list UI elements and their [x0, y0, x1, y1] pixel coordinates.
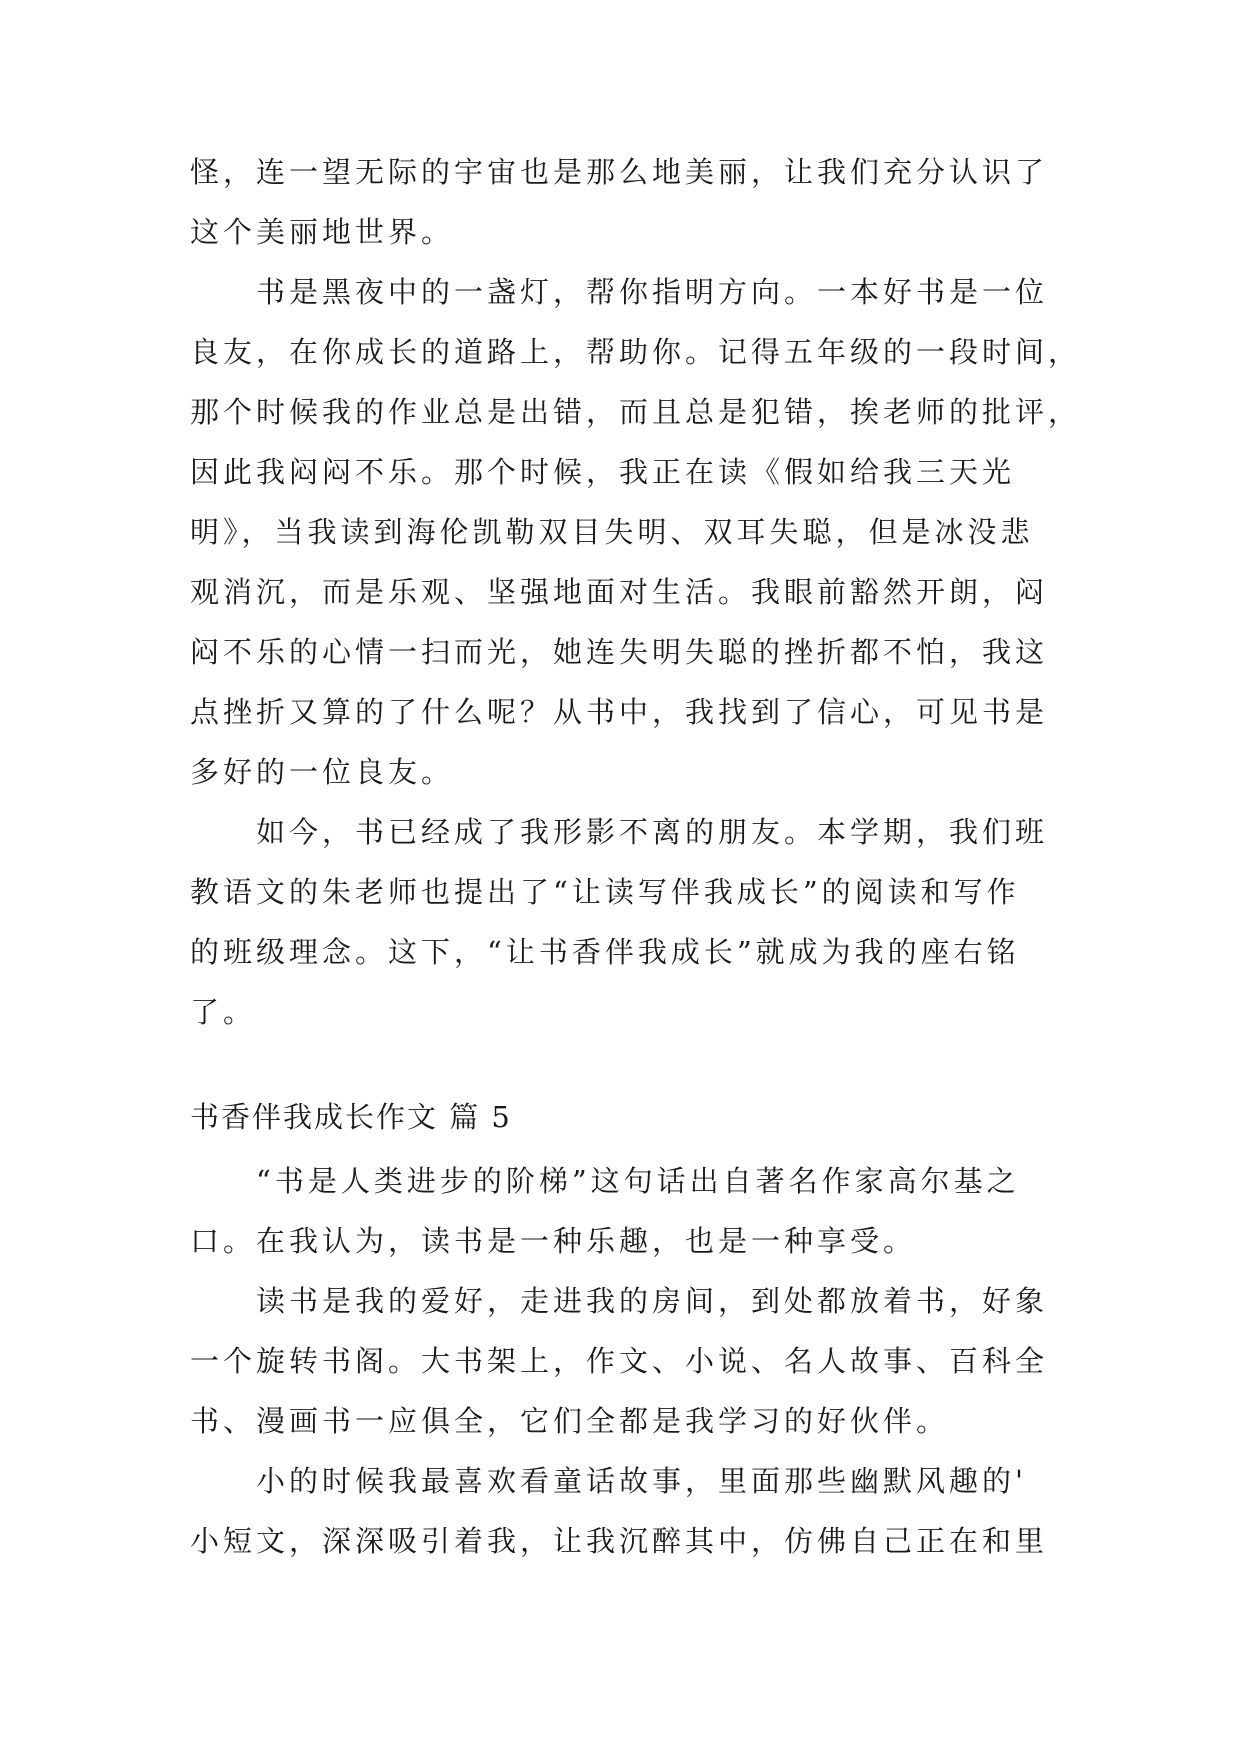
text-line: 书、漫画书一应俱全，它们全都是我学习的好伙伴。 — [190, 1404, 950, 1438]
text-line: 如今，书已经成了我形影不离的朋友。本学期，我们班 — [190, 815, 1049, 849]
text-line: 那个时候我的作业总是出错，而且总是犯错，挨老师的批评， — [190, 395, 1082, 429]
section-heading: 书香伴我成长作文 篇 5 — [190, 1100, 512, 1134]
text-line: 观消沉，而是乐观、坚强地面对生活。我眼前豁然开朗，闷 — [190, 575, 1049, 609]
text-line: 这个美丽地世界。 — [190, 215, 455, 249]
text-line: 因此我闷闷不乐。那个时候，我正在读《假如给我三天光 — [190, 455, 1016, 489]
text-line: 点挫折又算的了什么呢？从书中，我找到了信心，可见书是 — [190, 695, 1049, 729]
text-line: 小短文，深深吸引着我，让我沉醉其中，仿佛自己正在和里 — [190, 1524, 1049, 1558]
text-line: 良友，在你成长的道路上，帮助你。记得五年级的一段时间， — [190, 335, 1082, 369]
text-line: 小的时候我最喜欢看童话故事，里面那些幽默风趣的' — [190, 1464, 1027, 1498]
text-line: 怪，连一望无际的宇宙也是那么地美丽，让我们充分认识了 — [190, 155, 1049, 189]
text-line: 明》，当我读到海伦凯勒双目失明、双耳失聪，但是冰没悲 — [190, 515, 1034, 549]
text-line: 了。 — [190, 995, 257, 1029]
text-line: 一个旋转书阁。大书架上，作文、小说、名人故事、百科全 — [190, 1344, 1049, 1378]
text-line: 教语文的朱老师也提出了“让读写伴我成长”的阅读和写作 — [190, 875, 1020, 909]
text-block-2 — [190, 1151, 1050, 1571]
text-line: 的班级理念。这下，“让书香伴我成长”就成为我的座右铭 — [190, 935, 1020, 969]
text-line: “书是人类进步的阶梯”这句话出自著名作家高尔基之 — [190, 1164, 1020, 1198]
text-line: 口。在我认为，读书是一种乐趣，也是一种享受。 — [190, 1224, 917, 1258]
text-line: 闷不乐的心情一扫而光，她连失明失聪的挫折都不怕，我这 — [190, 635, 1049, 669]
text-line: 多好的一位良友。 — [190, 755, 455, 789]
text-block-1 — [190, 142, 1082, 1042]
text-line: 书是黑夜中的一盏灯，帮你指明方向。一本好书是一位 — [190, 275, 1049, 309]
text-line: 读书是我的爱好，走进我的房间，到处都放着书，好象 — [190, 1284, 1049, 1318]
